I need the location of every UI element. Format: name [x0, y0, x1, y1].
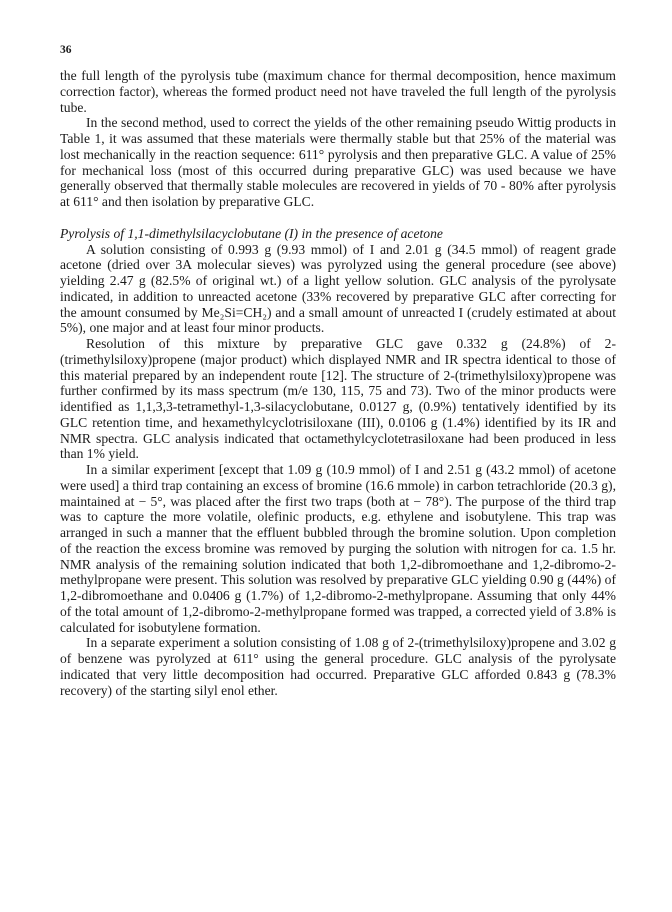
paragraph-glc-resolution: Resolution of this mixture by preparative GLC gave 0.332 g (24.8%) of 2-(trimethylsiloxy)propene (major product) which displayed NMR and IR spectra identical to those of this material prepared by an independent route [12]. The structure of 2-(trimethylsiloxy)propene was further confirmed by its mass spectrum (m/e 130, 115, 75 and 73). Two of the minor products were identified as 1,1,3,3-tetramethyl-1,3-silacyclobutane, 0.0127 g, (0.9%) tentatively identified by its GLC retention time, and hexamethylcyclotrisiloxane (III), 0.0106 g (1.4%) identified by its IR and NMR spectra. GLC analysis indicated that octamethylcyclotetrasiloxane had been produced in less than 1% yield. [60, 336, 616, 462]
body-text [60, 68, 616, 698]
paragraph-correction-method: In the second method, used to correct the yields of the other remaining pseudo Wittig products in Table 1, it was assumed that these materials were thermally stable but that 25% of the material was lost mechanically in the reaction sequence: 611° pyrolysis and then preparative GLC. A value of 25% for mechanical loss (most of this occurred during preparative GLC) was used because we have generally observed that thermally stable molecules are recovered in yields of 70 - 80% after pyrolysis at 611° and then isolation by preparative GLC. [60, 115, 616, 209]
paragraph-continuation: the full length of the pyrolysis tube (maximum chance for thermal decomposition, hence maximum correction factor), whereas the formed product need not have traveled the full length of the pyrolysis tube. [60, 68, 616, 115]
paragraph-acetone-pyrolysis: A solution consisting of 0.993 g (9.93 mmol) of I and 2.01 g (34.5 mmol) of reagent grade acetone (dried over 3A molecular sieves) was pyrolyzed using the general procedure (see above) yielding 2.47 g (82.5% of original wt.) of a light yellow solution. GLC analysis of the pyrolysate indicated, in addition to unreacted acetone (33% recovered by preparative GLC after correcting for the amount consumed by Me₂Si=CH₂) and a small amount of unreacted I (crudely estimated at about 5%), one major and at least four minor products. [60, 241, 616, 336]
page-number: 36 [60, 44, 72, 56]
paragraph-bromine-trap: In a similar experiment [except that 1.09 g (10.9 mmol) of I and 2.51 g (43.2 mmol) of acetone were used] a third trap containing an excess of bromine (16.6 mmole) in carbon tetrachloride (20.3 g), maintained at − 5°, was placed after the first two traps (both at − 78°). The purpose of the third trap was to capture the more volatile, olefinic products, e.g. ethylene and isobutylene. This trap was arranged in such a manner that the effluent bubbled through the bromine solution. Upon completion of the reaction the excess bromine was removed by purging the solution with nitrogen for ca. 1.5 hr. NMR analysis of the remaining solution indicated that both 1,2-dibromoethane and 1,2-dibromo-2-methylpropane were present. This solution was resolved by preparative GLC yielding 0.90 g (44%) of 1,2-dibromoethane and 0.0406 g (1.7%) of 1,2-dibromo-2-methylpropane. Assuming that only 44% of the total amount of 1,2-dibromo-2-methylpropane formed was trapped, a corrected yield of 3.8% is calculated for isobutylene formation. [60, 462, 616, 635]
paragraph-silyl-enol-ether: In a separate experiment a solution consisting of 1.08 g of 2-(trimethylsiloxy)propene and 3.02 g of benzene was pyrolyzed at 611° using the general procedure. GLC analysis of the pyrolysate indicated that very little decomposition had occurred. Preparative GLC afforded 0.843 g (78.3% recovery) of the starting silyl enol ether. [60, 635, 616, 698]
section-heading: Pyrolysis of 1,1-dimethylsilacyclobutane (I) in the presence of acetone [60, 225, 443, 241]
